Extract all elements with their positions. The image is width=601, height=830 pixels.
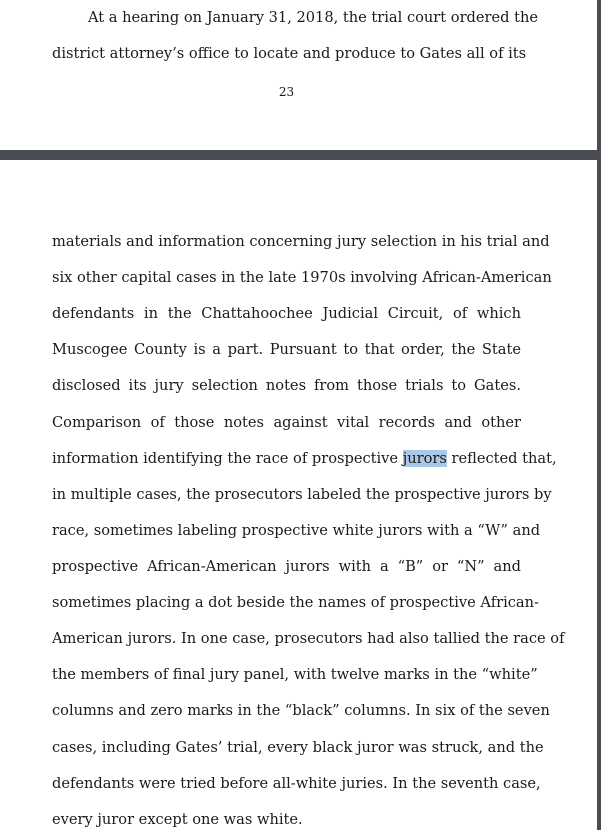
- paragraph-line: defendants in the Chattahoochee Judicial Circuit, of which: [52, 305, 521, 322]
- line-text-after: reflected that,: [446, 450, 557, 467]
- paragraph-line: in multiple cases, the prosecutors labeled the prospective jurors by: [52, 486, 552, 503]
- viewer-edge: [597, 0, 601, 830]
- paragraph-line: six other capital cases in the late 1970s involving African-American: [52, 269, 552, 286]
- page-number: 23: [278, 85, 295, 99]
- paragraph-line: the members of final jury panel, with twelve marks in the “white”: [52, 666, 538, 683]
- paragraph-line: At a hearing on January 31, 2018, the trial court ordered the: [88, 9, 539, 26]
- line-text-before: information identifying the race of prospective: [52, 450, 403, 467]
- paragraph-line: materials and information concerning jury selection in his trial and: [52, 233, 550, 250]
- paragraph-line: Muscogee County is a part. Pursuant to that order, the State: [52, 341, 521, 358]
- page-separator: [0, 150, 601, 160]
- paragraph-line: American jurors. In one case, prosecutors had also tallied the race of: [52, 630, 565, 647]
- paragraph-line: sometimes placing a dot beside the names of prospective African-: [52, 594, 539, 611]
- paragraph-line-with-highlight: [52, 449, 557, 469]
- paragraph-line: race, sometimes labeling prospective white jurors with a “W” and: [52, 522, 541, 539]
- paragraph-line: Comparison of those notes against vital records and other: [52, 414, 521, 431]
- search-highlight: jurors: [402, 450, 447, 467]
- paragraph-line: district attorney’s office to locate and produce to Gates all of its: [52, 45, 527, 62]
- paragraph-line: columns and zero marks in the “black” columns. In six of the seven: [52, 702, 550, 719]
- paragraph-line: defendants were tried before all-white juries. In the seventh case,: [52, 775, 541, 792]
- paragraph-line: disclosed its jury selection notes from those trials to Gates.: [52, 377, 521, 394]
- paragraph-line: prospective African-American jurors with a “B” or “N” and: [52, 558, 521, 575]
- paragraph-line: every juror except one was white.: [52, 811, 303, 828]
- paragraph-line: cases, including Gates’ trial, every black juror was struck, and the: [52, 739, 544, 756]
